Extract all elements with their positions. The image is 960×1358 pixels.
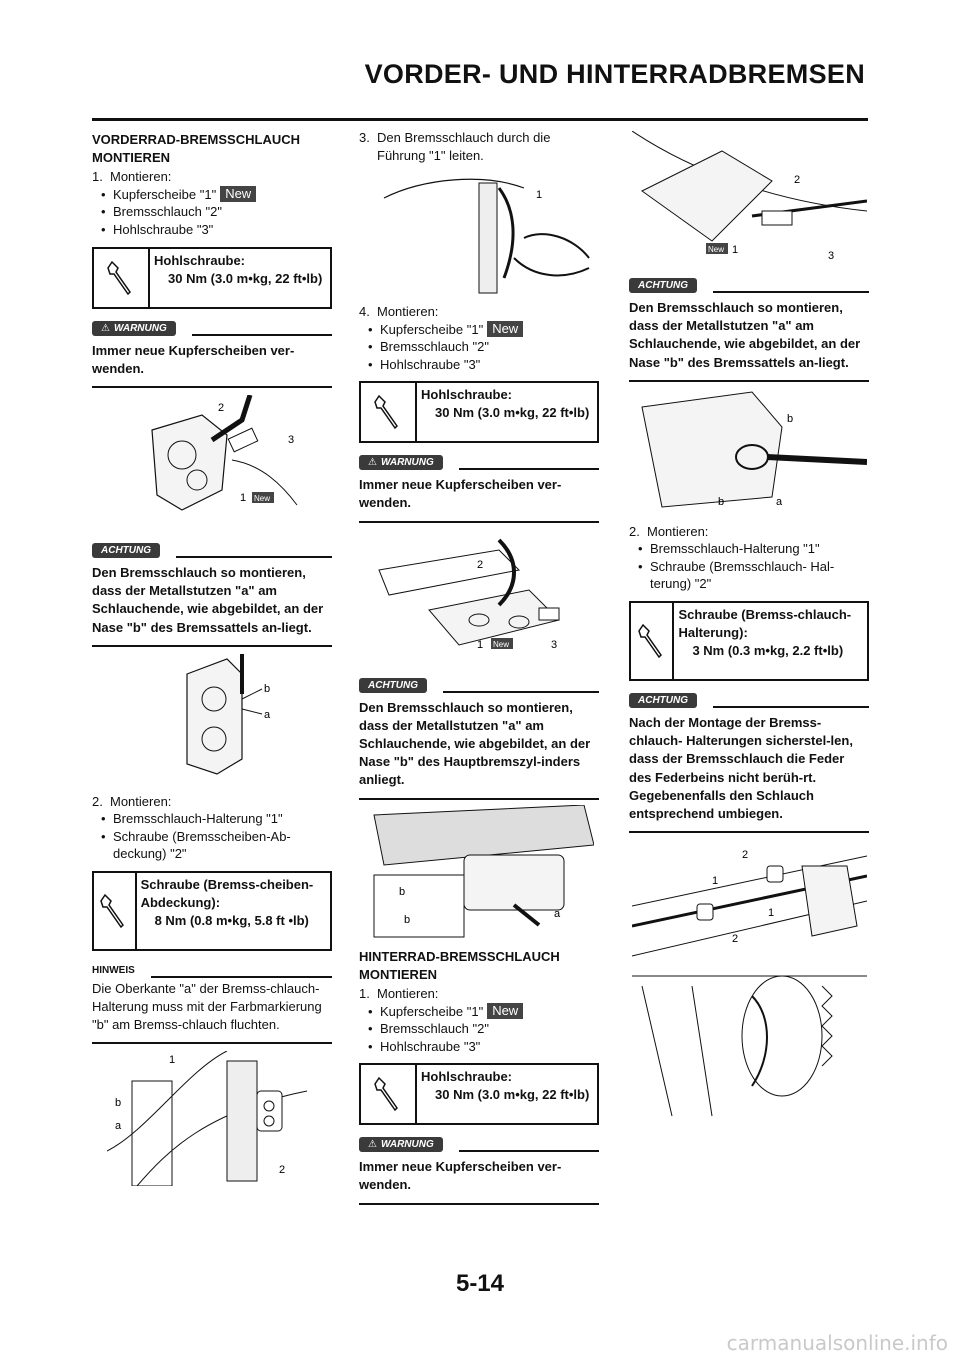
note-notice bbox=[92, 961, 332, 1045]
list-item: • Bremsschlauch-Halterung "1" bbox=[101, 810, 332, 828]
svg-text:b: b bbox=[786, 412, 793, 425]
svg-text:1: 1 bbox=[536, 189, 543, 202]
figure-handlebar bbox=[359, 800, 599, 945]
caution-notice bbox=[629, 691, 869, 833]
step-4-list bbox=[368, 321, 599, 374]
new-badge: New bbox=[220, 186, 256, 202]
torque-title: Hohlschraube: bbox=[421, 1069, 513, 1085]
step-1: 1. Montieren: bbox=[92, 169, 172, 185]
caution-text: Nach der Montage der Bremss-chlauch- Halterungen sicherstel-len, dass der Bremsschlauch die Feder des Federbeins nicht berüh-rt. Gegebenenfalls den Schlauch entsprechend umbiegen. bbox=[629, 708, 869, 833]
list-item: • Bremsschlauch-Halterung "1" bbox=[638, 540, 869, 558]
wrench-icon bbox=[361, 383, 417, 441]
step-1-rear: 1. Montieren: bbox=[359, 985, 439, 1001]
warning-notice bbox=[359, 1135, 599, 1204]
svg-text:1: 1 bbox=[240, 492, 247, 505]
wrench-icon bbox=[631, 603, 674, 679]
figure-hose-guide bbox=[359, 164, 599, 302]
list-item: • Bremsschlauch "2" bbox=[368, 1020, 599, 1038]
svg-text:2: 2 bbox=[741, 848, 748, 861]
watermark: carmanualsonline.info bbox=[726, 1331, 948, 1355]
warning-badge: ⚠ WARNUNG bbox=[359, 455, 443, 470]
step-2-list bbox=[101, 810, 332, 863]
figure-master-cylinder bbox=[359, 523, 599, 668]
header-divider bbox=[92, 118, 868, 121]
svg-text:1: 1 bbox=[731, 243, 738, 256]
step-1-list bbox=[101, 186, 332, 239]
svg-text:1: 1 bbox=[477, 639, 484, 652]
svg-text:b: b bbox=[264, 683, 271, 696]
svg-text:a: a bbox=[554, 907, 561, 920]
torque-value: 30 Nm (3.0 m•kg, 22 ft•lb) bbox=[435, 405, 590, 421]
torque-value: 30 Nm (3.0 m•kg, 22 ft•lb) bbox=[168, 270, 323, 286]
warning-text: Immer neue Kupferscheiben ver-wenden. bbox=[92, 336, 332, 388]
list-item: • Kupferscheibe "1" New bbox=[101, 186, 332, 204]
figure-caliper-nose bbox=[92, 647, 332, 792]
warning-notice bbox=[359, 453, 599, 522]
wrench-icon bbox=[361, 1065, 417, 1123]
svg-text:2: 2 bbox=[279, 1163, 286, 1176]
warning-text: Immer neue Kupferscheiben ver-wenden. bbox=[359, 470, 599, 522]
list-item: • Hohlschraube "3" bbox=[368, 1038, 599, 1056]
list-item: • Hohlschraube "3" bbox=[368, 356, 599, 374]
page-title: VORDER- UND HINTERRADBREMSEN bbox=[364, 59, 865, 89]
caution-badge: ACHTUNG bbox=[629, 278, 697, 293]
torque-value: 3 Nm (0.3 m•kg, 2.2 ft•lb) bbox=[692, 643, 844, 659]
column-2 bbox=[359, 128, 599, 1205]
svg-text:b: b bbox=[717, 495, 724, 508]
svg-text:3: 3 bbox=[551, 639, 558, 652]
warning-text: Immer neue Kupferscheiben ver-wenden. bbox=[359, 1152, 599, 1204]
svg-text:1: 1 bbox=[169, 1053, 176, 1066]
figure-rear-caliper bbox=[629, 128, 869, 268]
section-heading-rear: HINTERRAD-BREMSSCHLAUCH MONTIEREN bbox=[359, 948, 560, 982]
column-1 bbox=[92, 128, 332, 1188]
new-badge: New bbox=[487, 1003, 523, 1019]
svg-text:a: a bbox=[264, 709, 271, 722]
svg-text:New: New bbox=[493, 640, 510, 650]
warning-notice bbox=[92, 319, 332, 388]
torque-title: Hohlschraube: bbox=[154, 252, 246, 268]
svg-text:b: b bbox=[399, 885, 406, 898]
torque-title: Hohlschraube: bbox=[421, 387, 513, 403]
svg-text:3: 3 bbox=[827, 249, 834, 262]
caution-notice bbox=[629, 276, 869, 382]
torque-spec-box bbox=[359, 381, 599, 443]
note-text: Die Oberkante "a" der Bremss-chlauch- Halterung muss mit der Farbmarkierung "b" am Bremss-chlauch fluchten. bbox=[92, 978, 332, 1045]
list-item: • Bremsschlauch "2" bbox=[101, 203, 332, 221]
note-badge: HINWEIS bbox=[92, 965, 135, 977]
svg-text:2: 2 bbox=[731, 932, 738, 945]
torque-spec-box bbox=[359, 1063, 599, 1125]
caution-badge: ACHTUNG bbox=[359, 678, 427, 693]
wrench-icon bbox=[94, 873, 137, 949]
figure-swingarm-brackets bbox=[629, 843, 869, 1128]
svg-text:2: 2 bbox=[793, 173, 800, 186]
caution-badge: ACHTUNG bbox=[92, 543, 160, 558]
step-2: 2. Montieren: bbox=[92, 793, 172, 809]
caution-notice bbox=[92, 541, 332, 647]
svg-text:b: b bbox=[115, 1096, 122, 1109]
caution-text: Den Bremsschlauch so montieren, dass der Metallstutzen "a" am Schlauchende, wie abgebildet, an der Nase "b" des Hauptbremszyl-inders anliegt. bbox=[359, 693, 599, 800]
torque-title: Schraube (Bremss-chlauch- Halterung): bbox=[678, 606, 852, 641]
svg-text:a: a bbox=[115, 1119, 122, 1132]
step-4: 4. Montieren: bbox=[359, 304, 439, 320]
list-item: • Bremsschlauch "2" bbox=[368, 338, 599, 356]
step-2-rear: 2. Montieren: bbox=[629, 523, 709, 539]
svg-text:a: a bbox=[775, 495, 782, 508]
step-3: 3. Den Bremsschlauch durch die Führung "1" leiten. bbox=[359, 130, 551, 163]
torque-spec-box bbox=[92, 247, 332, 309]
torque-spec-box bbox=[629, 601, 869, 681]
torque-spec-box bbox=[92, 871, 332, 951]
list-item: • Kupferscheibe "1" New bbox=[368, 1003, 599, 1021]
caution-text: Den Bremsschlauch so montieren, dass der Metallstutzen "a" am Schlauchende, wie abgebildet, an der Nase "b" des Bremssattels an-liegt. bbox=[629, 293, 869, 382]
warning-badge: ⚠ WARNUNG bbox=[92, 321, 176, 336]
list-item: • Schraube (Bremsschlauch- Hal-terung) "2" bbox=[638, 558, 869, 593]
svg-text:New: New bbox=[707, 244, 724, 254]
step-2-rear-list bbox=[638, 540, 869, 593]
step-1-rear-list bbox=[368, 1003, 599, 1056]
list-item: • Hohlschraube "3" bbox=[101, 221, 332, 239]
torque-value: 8 Nm (0.8 m•kg, 5.8 ft •lb) bbox=[154, 913, 309, 929]
svg-text:1: 1 bbox=[767, 906, 774, 919]
list-item: • Schraube (Bremsscheiben-Ab-deckung) "2" bbox=[101, 828, 332, 863]
svg-text:New: New bbox=[254, 494, 271, 504]
svg-text:b: b bbox=[404, 913, 411, 926]
svg-text:2: 2 bbox=[477, 559, 484, 572]
column-3 bbox=[629, 128, 869, 1128]
page-number: 5-14 bbox=[455, 1270, 505, 1297]
caution-notice bbox=[359, 676, 599, 800]
torque-value: 30 Nm (3.0 m•kg, 22 ft•lb) bbox=[435, 1087, 590, 1103]
figure-fork-bracket bbox=[92, 1048, 332, 1188]
figure-rear-caliper-nose bbox=[629, 382, 869, 522]
warning-badge: ⚠ WARNUNG bbox=[359, 1137, 443, 1152]
section-heading-front: VORDERRAD-BREMSSCHLAUCH MONTIEREN bbox=[92, 132, 300, 166]
caution-badge: ACHTUNG bbox=[629, 693, 697, 708]
wrench-icon bbox=[94, 249, 150, 307]
svg-text:2: 2 bbox=[218, 402, 225, 415]
svg-text:1: 1 bbox=[711, 874, 718, 887]
torque-title: Schraube (Bremss-cheiben-Abdeckung): bbox=[140, 876, 314, 911]
list-item: • Kupferscheibe "1" New bbox=[368, 321, 599, 339]
svg-text:3: 3 bbox=[288, 434, 295, 447]
new-badge: New bbox=[487, 321, 523, 337]
caution-text: Den Bremsschlauch so montieren, dass der Metallstutzen "a" am Schlauchende, wie abgebildet, an der Nase "b" des Bremssattels an-liegt. bbox=[92, 558, 332, 647]
figure-caliper-hose bbox=[92, 388, 332, 533]
